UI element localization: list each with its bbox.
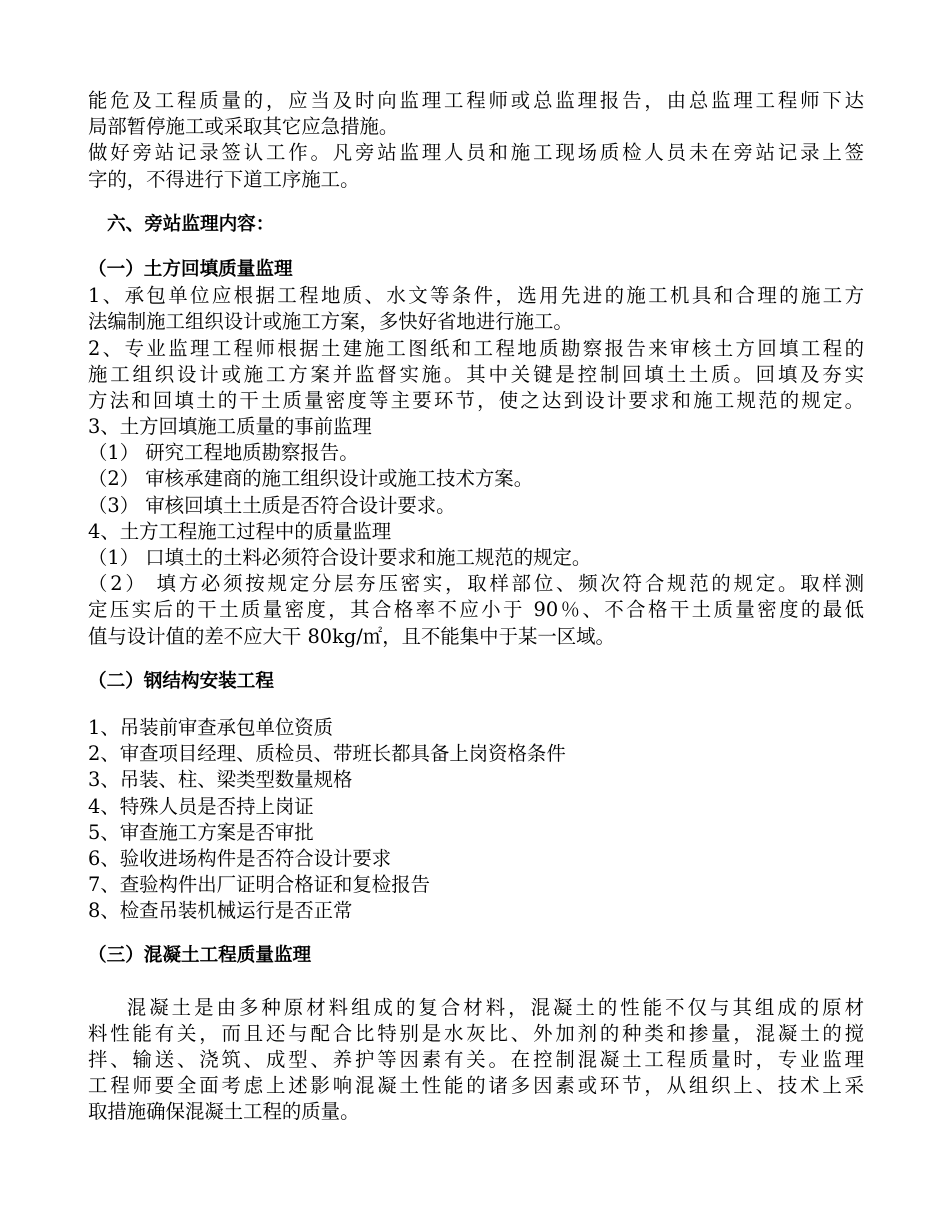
text-line: 1、承包单位应根据工程地质、水文等条件，选用先进的施工机具和合理的施工方 [88,284,864,308]
spacer [88,970,864,995]
subsection-heading: （一）土方回填质量监理 [88,258,293,280]
text-line: 法编制施工组织设计或施工方案，多快好省地进行施工。 [88,310,573,334]
text-line: （2） 审核承建商的施工组织设计或施工技术方案。 [88,467,534,491]
text-line: 方法和回填土的干土质量密度等主要环节，使之达到设计要求和施工规范的规定。 [88,388,864,412]
list-item: 7、查验构件出厂证明合格证和复检报告 [88,873,430,897]
text-line: 2、专业监理工程师根据土建施工图纸和工程地质勘察报告来审核土方回填工程的 [88,336,864,360]
list-item: 1、吊装前审查承包单位资质 [88,715,334,739]
text-line: 4、土方工程施工过程中的质量监理 [88,519,392,543]
spacer [88,695,864,715]
text-line: 做好旁站记录签认工作。凡旁站监理人员和施工现场质检人员未在旁站记录上签 [88,141,864,165]
text-line: 局部暂停施工或采取其它应急措施。 [88,115,399,139]
text-line: 混凝土是由多种原材料组成的复合材料，混凝土的性能不仅与其组成的原材 [126,995,864,1019]
text-line: 料性能有关，而且还与配合比特别是水灰比、外加剂的种类和掺量，混凝土的搅 [88,1021,864,1045]
list-item: 4、特殊人员是否持上岗证 [88,794,314,818]
subsection-heading: （三）混凝土工程质量监理 [88,945,312,967]
text-line: （1） 口填土的土料必须符合设计要求和施工规范的规定。 [88,546,592,569]
text-line: 字的，不得进行下道工序施工。 [88,167,360,191]
text-line: 3、土方回填施工质量的事前监理 [88,415,372,439]
text-line: 施工组织设计或施工方案并监督实施。其中关键是控制回填土土质。回填及夯实 [88,362,864,386]
text-line: （3） 审核回填土土质是否符合设计要求。 [88,493,456,517]
spacer [88,924,864,943]
list-item: 5、审查施工方案是否审批 [88,820,314,844]
text-line: 拌、输送、浇筑、成型、养护等因素有关。在控制混凝土工程质量时，专业监理 [88,1048,864,1071]
spacer [88,238,864,257]
spacer [88,650,864,669]
subsection-heading: （二）钢结构安装工程 [88,670,274,692]
text-line: （2） 填方必须按规定分层夯压密实，取样部位、频次符合规范的规定。取样测 [88,572,864,596]
text-line: 取措施确保混凝土工程的质量。 [88,1100,360,1124]
text-line: 工程师要全面考虑上述影响混凝土性能的诸多因素或环节，从组织上、技术上采 [88,1074,864,1098]
list-item: 6、验收进场构件是否符合设计要求 [88,846,392,870]
list-item: 8、检查吊装机械运行是否正常 [88,899,353,923]
intro-paragraph [88,88,864,193]
text-line: 能危及工程质量的，应当及时向监理工程师或总监理报告，由总监理工程师下达 [88,89,864,112]
subsection-3 [88,943,864,1125]
text-line: 定压实后的干土质量密度，其合格率不应小于 90％、不合格干土质量密度的最低 [88,598,864,622]
spacer [88,193,864,212]
subsection-1 [88,257,864,650]
text-line: （1） 研究工程地质勘察报告。 [88,441,359,465]
section-heading-6: 六、旁站监理内容： [107,213,275,235]
list-item: 2、审查项目经理、质检员、带班长都具备上岗资格条件 [88,742,566,766]
list-item: 3、吊装、柱、梁类型数量规格 [88,768,353,792]
text-line: 值与设计值的差不应大干 80kg/㎡，且不能集中于某一区域。 [88,624,615,648]
document-page [88,88,864,1126]
subsection-2 [88,669,864,925]
